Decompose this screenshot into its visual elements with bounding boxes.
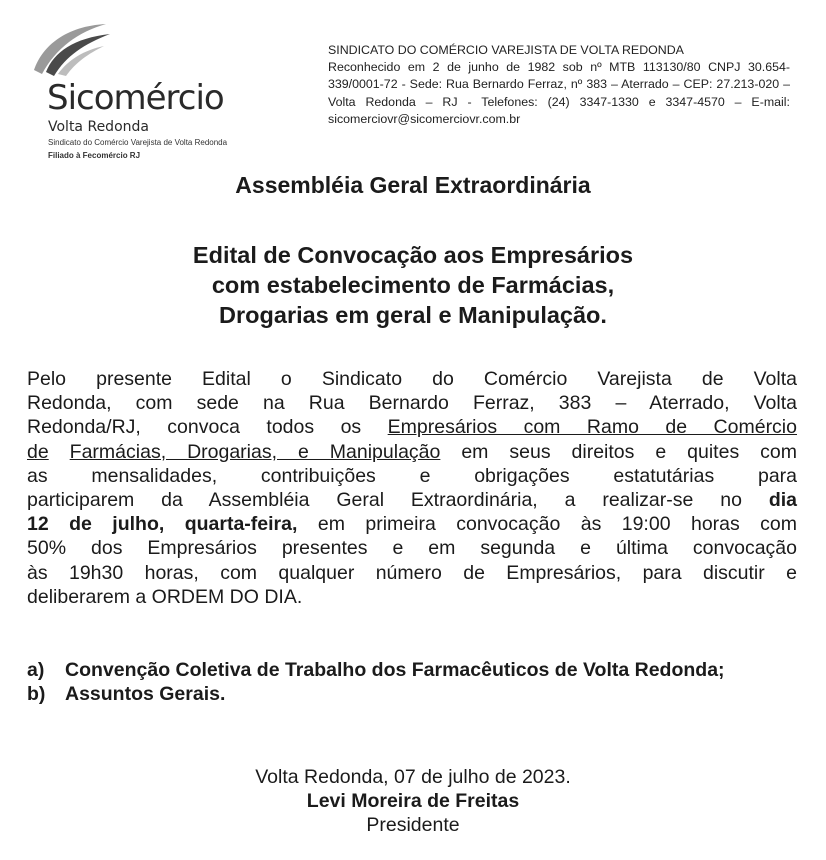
notice-subtitle: [80, 240, 746, 330]
body-line: Redonda, com sede na Rua Bernardo Ferraz, 383 – Aterrado, Volta: [27, 392, 797, 415]
underlined-text: Farmácias, Drogarias, e Manipulação: [69, 440, 441, 463]
union-info: [328, 42, 790, 128]
agenda-item: [27, 658, 797, 682]
union-info-title: SINDICATO DO COMÉRCIO VAREJISTA DE VOLTA REDONDA: [328, 43, 684, 57]
union-info-text: Reconhecido em 2 de junho de 1982 sob nº MTB 113130/80 CNPJ 30.654-339/0001-72 - Sede: Rua Bernardo Ferraz, nº 383 – Aterrado – CEP: 27.213-020 – Volta Redonda – RJ - Telefones: (24) 3347-1330 e 3347-4570 – E-mail: sicomerciovr@sicomerciovr.com.br: [328, 60, 790, 126]
signatory-name: Levi Moreira de Freitas: [306, 790, 520, 813]
agenda-text: Assuntos Gerais.: [65, 683, 226, 706]
body-line: 50% dos Empresários presentes e em segunda e última convocação: [27, 537, 797, 560]
agenda-list: [27, 658, 797, 706]
sicomercio-swoosh-icon: [28, 18, 118, 78]
logo-description: Sindicato do Comércio Varejista de Volta Redonda: [48, 138, 228, 147]
body-line: Pelo presente Edital o Sindicato do Comércio Varejista de Volta: [27, 368, 797, 390]
body-line: [27, 512, 797, 536]
logo-city: Volta Redonda: [48, 119, 149, 135]
body-line: [27, 415, 797, 439]
body-line: deliberarem a ORDEM DO DIA.: [27, 585, 303, 608]
underlined-text: Empresários com Ramo de Comércio: [387, 416, 797, 439]
signatory-role: Presidente: [366, 814, 460, 837]
underlined-text: de: [27, 440, 49, 463]
body-line: [27, 488, 797, 512]
page-title: Assembléia Geral Extraordinária: [235, 172, 591, 198]
body-line: às 19h30 horas, com qualquer número de Empresários, para discutir e: [27, 561, 797, 584]
bold-text: dia: [768, 489, 798, 512]
logo-name: Sicomércio: [47, 78, 224, 118]
agenda-text: Convenção Coletiva de Trabalho dos Farmacêuticos de Volta Redonda;: [65, 659, 725, 681]
subtitle-line: Drogarias em geral e Manipulação.: [219, 302, 607, 328]
notice-body: [27, 367, 797, 609]
body-text: Redonda/RJ, convoca todos os: [27, 416, 362, 439]
subtitle-line: Edital de Convocação aos Empresários: [192, 242, 634, 268]
sicomercio-logo: [22, 18, 237, 160]
body-line: as mensalidades, contribuições e obrigações estatutárias para: [27, 464, 797, 487]
body-text: em primeira convocação às 19:00 horas com: [317, 513, 798, 536]
body-text: participarem da Assembléia Geral Extraordinária, a realizar-se no: [27, 489, 742, 512]
agenda-marker: a): [27, 659, 45, 681]
signature-block: [0, 765, 826, 838]
place-date: Volta Redonda, 07 de julho de 2023.: [255, 766, 571, 788]
bold-text: 12 de julho, quarta-feira,: [27, 513, 298, 536]
agenda-marker: b): [27, 683, 46, 706]
subtitle-line: com estabelecimento de Farmácias,: [211, 272, 615, 298]
agenda-item: [27, 682, 797, 706]
logo-affiliation: Filiado à Fecomércio RJ: [48, 151, 141, 160]
body-line: [27, 440, 797, 464]
body-text: em seus direitos e quites com: [461, 440, 797, 463]
